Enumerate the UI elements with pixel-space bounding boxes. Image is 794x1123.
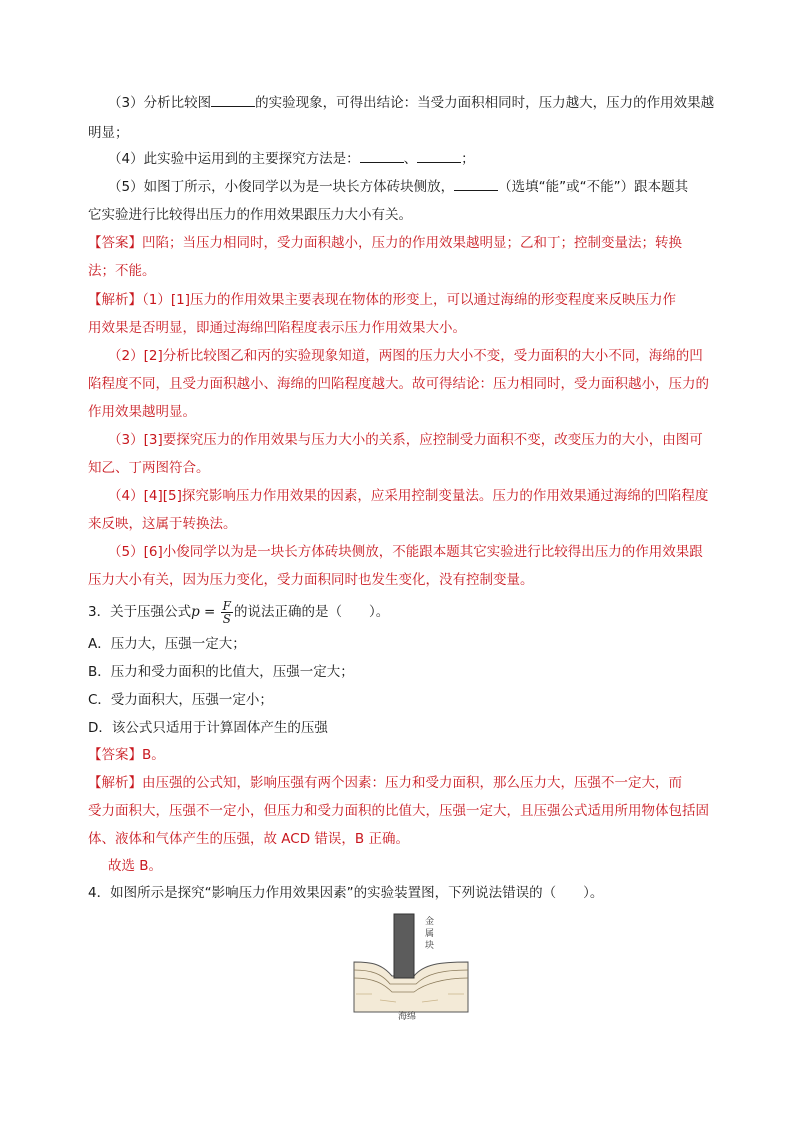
q3-choose: 故选 B。 xyxy=(108,858,163,874)
formula-fraction xyxy=(221,600,233,625)
q4-stem: 4．如图所示是探究“影响压力作用效果因素”的实验装置图，下列说法错误的（ ）。 xyxy=(88,885,604,901)
answer-blank xyxy=(211,94,255,107)
q3-option-b: B．压力和受力面积的比值大，压强一定大； xyxy=(88,664,354,680)
q2-analysis-2a: （2）[2]分析比较图乙和丙的实验现象知道，两图的压力大小不变，受力面积的大小不同，海绵的凹 xyxy=(108,348,703,364)
formula-variable-p: p xyxy=(191,604,200,620)
q2-analysis-1a: 【解析】（1）[1]压力的作用效果主要表现在物体的形变上，可以通过海绵的形变程度来反映压力作 xyxy=(88,292,676,308)
q2-analysis-5a: （5）[6]小俊同学以为是一块长方体砖块侧放，不能跟本题其它实验进行比较得出压力的作用效果跟 xyxy=(108,544,703,560)
figure-drawing xyxy=(352,912,470,1024)
metal-block xyxy=(394,914,414,978)
q3-analysis-b: 受力面积大，压强不一定小，但压力和受力面积的比值大，压强一定大，且压强公式适用所用物体包括固 xyxy=(88,803,709,819)
q2-sub5-line2: 它实验进行比较得出压力的作用效果跟压力大小有关。 xyxy=(88,207,412,223)
q2-analysis-3a: （3）[3]要探究压力的作用效果与压力大小的关系，应控制受力面积不变，改变压力的大小，由图可 xyxy=(108,432,703,448)
analysis-tag: 【解析】 xyxy=(88,292,142,308)
q2-analysis-5b: 压力大小有关，因为压力变化，受力面积同时也发生变化，没有控制变量。 xyxy=(88,572,534,588)
analysis-tag: 【解析】 xyxy=(88,775,142,791)
q3-answer: 【答案】B。 xyxy=(88,747,165,763)
sponge-experiment-figure xyxy=(352,912,470,1024)
q2-analysis-1b: 用效果是否明显，即通过海绵凹陷程度表示压力作用效果大小。 xyxy=(88,320,466,336)
q2-analysis-2b: 陷程度不同，且受力面积越小、海绵的凹陷程度越大。故可得结论：压力相同时，受力面积越小，压力的 xyxy=(88,376,709,392)
q2-sub5-line1: （5）如图丁所示，小俊同学以为是一块长方体砖块侧放， （选填“能”或“不能”）跟本题其 xyxy=(108,179,689,195)
q2-analysis-4a: （4）[4][5]探究影响压力作用效果的因素，应采用控制变量法。压力的作用效果通过海绵的凹陷程度 xyxy=(108,488,709,504)
formula-denominator: S xyxy=(222,611,231,626)
formula-numerator: F xyxy=(222,598,231,613)
q3-analysis-a: 【解析】由压强的公式知，影响压强有两个因素：压力和受力面积，那么压力大，压强不一定大，而 xyxy=(88,775,682,791)
q2-sub3-line1: （3）分析比较图 的实验现象，可得出结论：当受力面积相同时，压力越大，压力的作用效果越 xyxy=(108,95,715,111)
q3-analysis-c: 体、液体和气体产生的压强，故 ACD 错误，B 正确。 xyxy=(88,831,409,847)
q2-analysis-4b: 来反映，这属于转换法。 xyxy=(88,516,237,532)
answer-tag: 【答案】 xyxy=(88,747,142,763)
q3-option-a: A．压力大，压强一定大； xyxy=(88,636,246,652)
q2-sub3-line2: 明显； xyxy=(88,125,129,141)
answer-blank xyxy=(417,150,461,163)
q2-analysis-2c: 作用效果越明显。 xyxy=(88,404,196,420)
q3-option-c: C．受力面积大，压强一定小； xyxy=(88,692,273,708)
q2-answer-line1: 【答案】凹陷；当压力相同时，受力面积越小，压力的作用效果越明显；乙和丁；控制变量法；转换 xyxy=(88,235,682,251)
metal-block-label: 金属块 xyxy=(425,917,435,951)
answer-blank xyxy=(454,178,498,191)
q2-answer-line2: 法；不能。 xyxy=(88,263,156,279)
q3-stem: 3．关于压强公式p = $\frac{F}{S}$ 的说法正确的是（ ）。 xyxy=(88,598,390,626)
answer-tag: 【答案】 xyxy=(88,235,142,251)
sponge-label: 海绵 xyxy=(398,1012,417,1022)
q3-option-d: D．该公式只适用于计算固体产生的压强 xyxy=(88,720,328,736)
q2-sub4-line: （4）此实验中运用到的主要探究方法是： 、 ； xyxy=(108,151,475,167)
q2-analysis-3b: 知乙、丁两图符合。 xyxy=(88,460,210,476)
answer-blank xyxy=(360,150,404,163)
